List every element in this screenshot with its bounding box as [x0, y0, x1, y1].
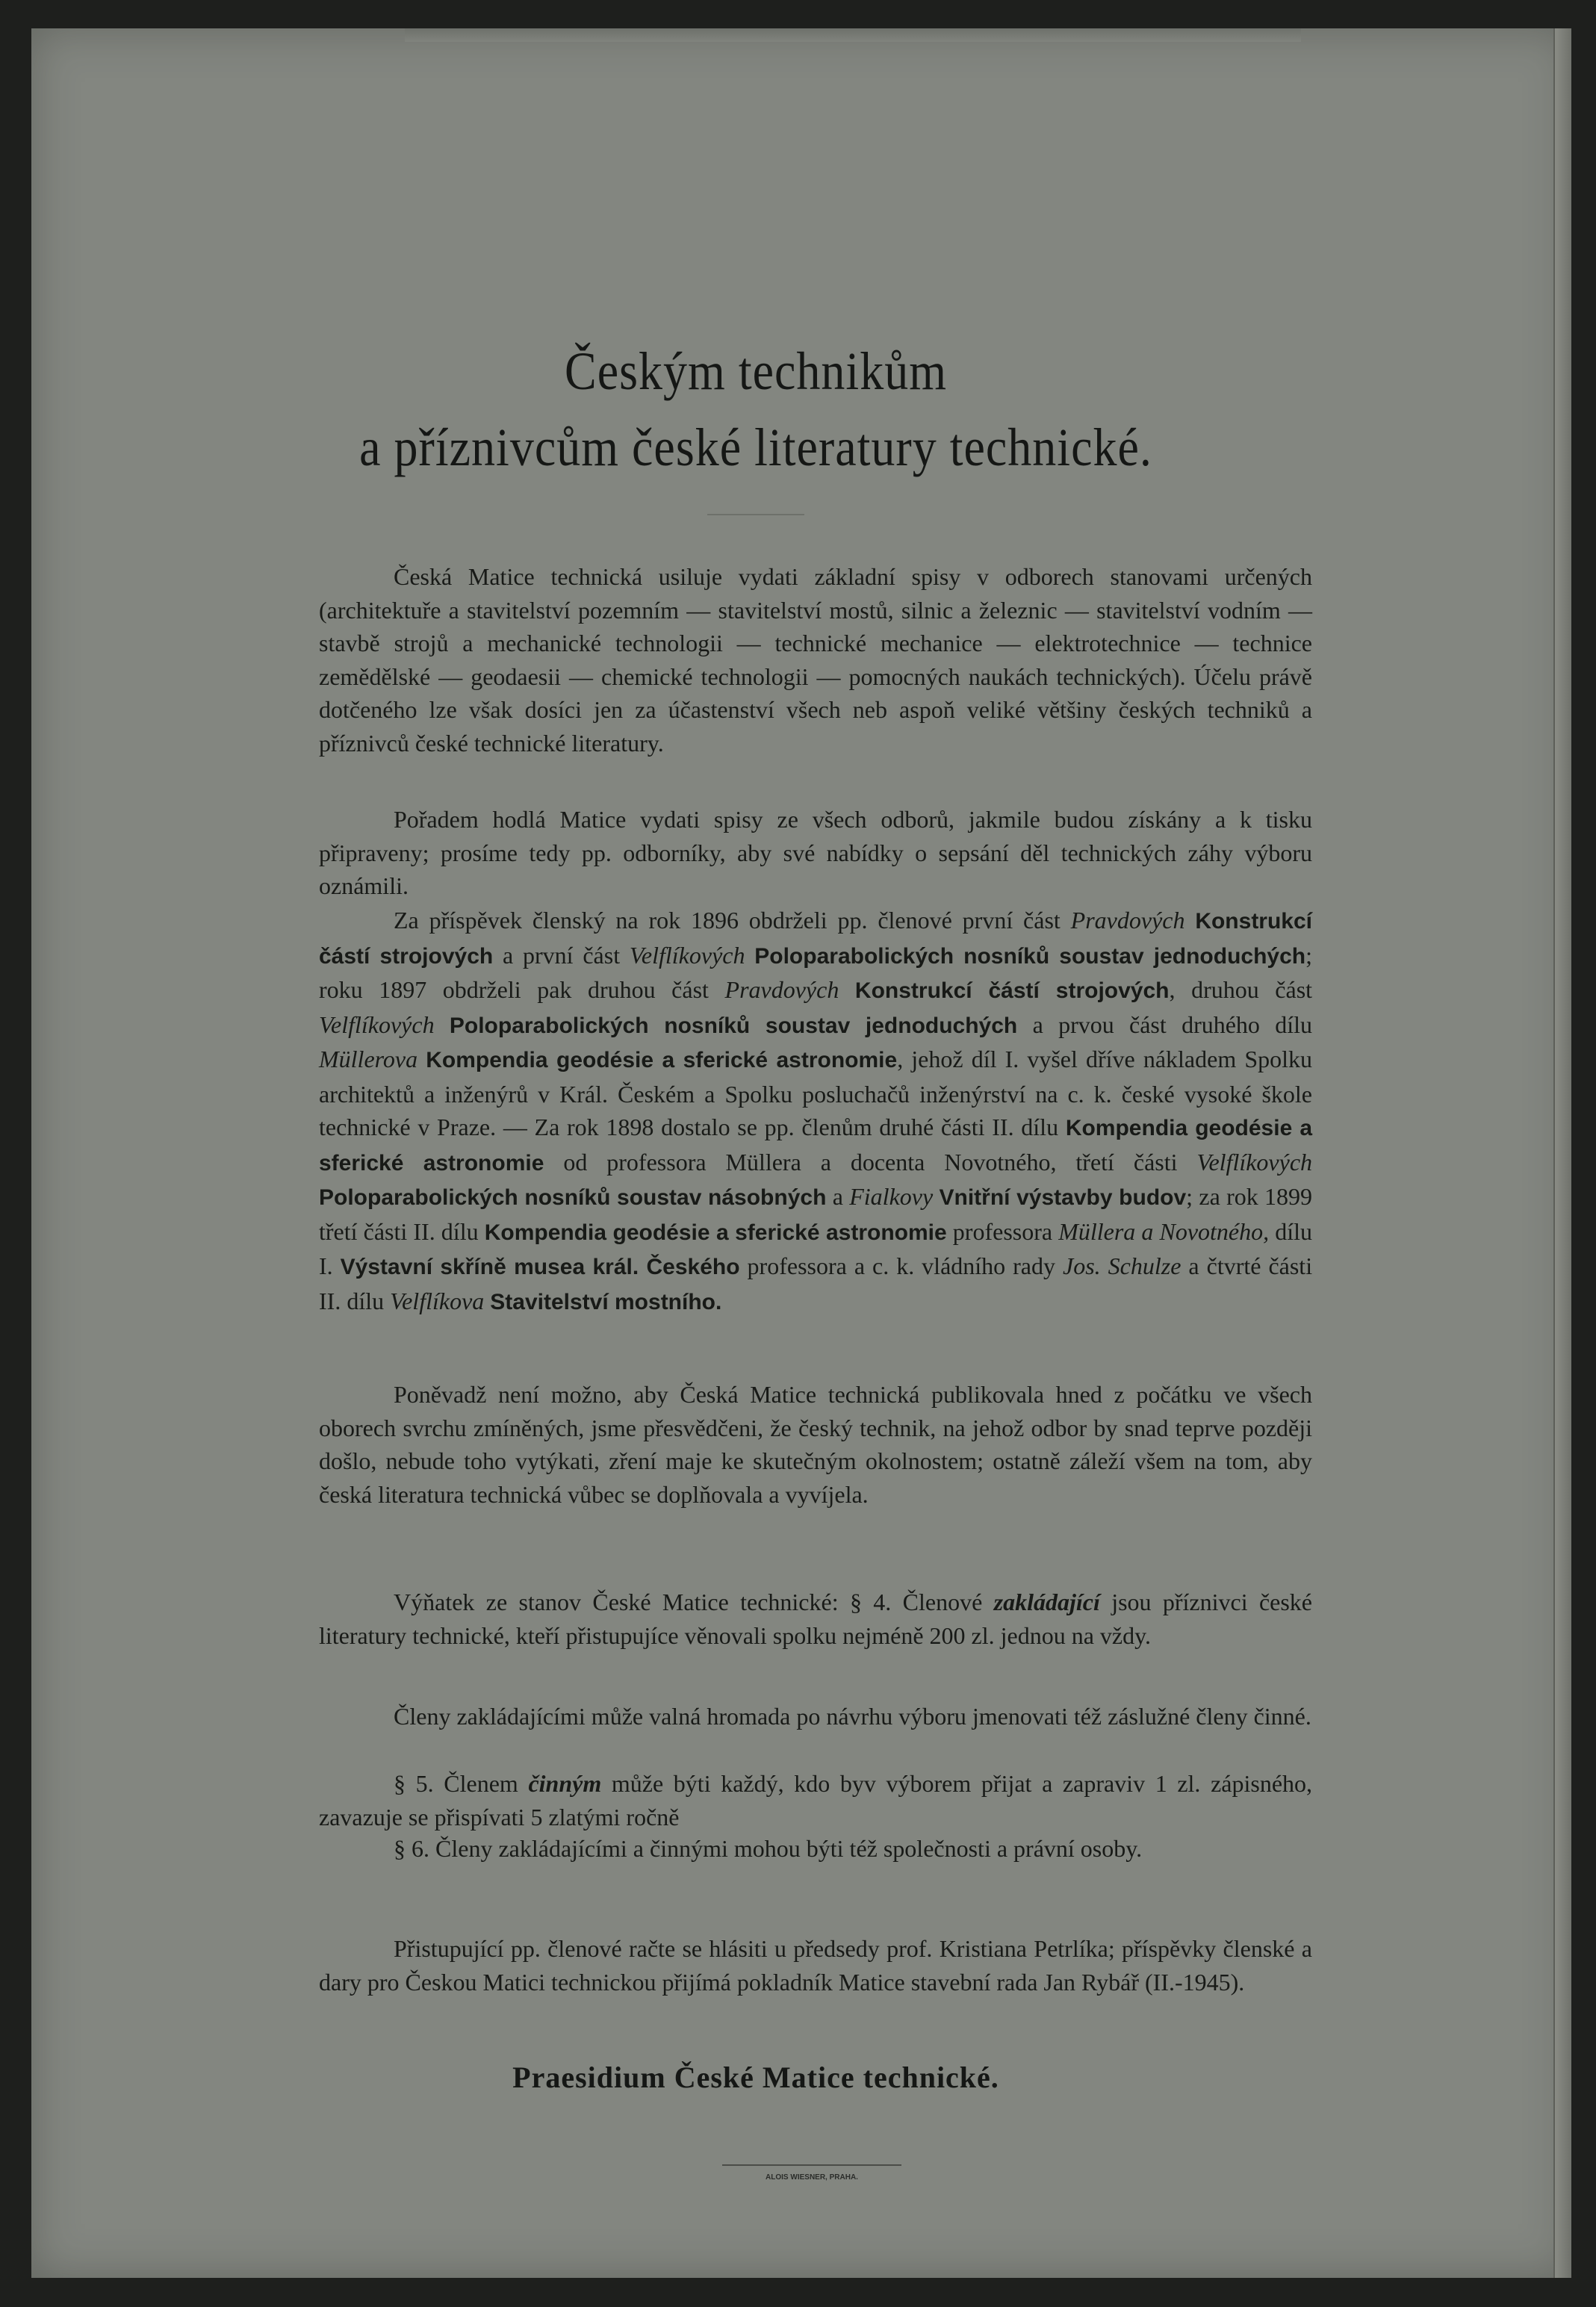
paragraph-founding-members: Členy zakládajícími může valná hromada po návrhu výboru jmenovati též záslužné členy činné.: [394, 1703, 1311, 1730]
paragraph-contact: Přistupující pp. členové račte se hlásiti u předsedy prof. Kristiana Petrlíka; příspěvky členské a dary pro Českou Matici technickou přijímá pokladník Matice stavební rada Jan Rybář (II.-1945).: [319, 1935, 1312, 1996]
imprint-divider: [722, 2164, 901, 2166]
title-line-1: Českým technikům: [565, 341, 947, 401]
book-spine-edge: [1553, 28, 1571, 2278]
paragraph-intro: Česká Matice technická usiluje vydati základní spisy v odborech stanovami určených (architektuře a stavitelství pozemním — stavitelství mostů, silnic a železnic — stavitelství vodním — stavbě strojů a mechanické technologii — technické mechanice — elektrotechnice — technice zemědělské — geodaesii — chemické technologii — pomocných naukách technických). Účelu právě dotčeného lze však dosíci jen za účastenství všech neb aspoň veliké většiny českých techniků a příznivců české technické literatury.: [319, 563, 1312, 757]
title-divider: [707, 514, 804, 515]
paragraph-scope: Poněvadž není možno, aby Česká Matice technická publikovala hned z počátku ve všech oborech svrchu zmíněných, jsme přesvědčeni, že český technik, na jehož odbor by snad teprve později došlo, nebude toho vytýkati, zření maje ke skutečným okolnostem; ostatně záleží všem na tom, aby česká literatura technická vůbec se doplňovala a vyvíjela.: [319, 1381, 1312, 1508]
paragraph-statute-5: § 5. Členem činným může býti každý, kdo byv výborem přijat a zapraviv 1 zl. zápisného, zavazuje se přispívati 5 zlatými ročně: [319, 1770, 1313, 1831]
document-page: [31, 28, 1571, 2278]
page-shadow: [405, 28, 1301, 42]
printer-imprint: ALOIS WIESNER, PRAHA.: [766, 2173, 858, 2182]
paragraph-order: Pořadem hodlá Matice vydati spisy ze všech odborů, jakmile budou získány a k tisku připraveny; prosíme tedy pp. odborníky, aby své nabídky o sepsání děl technických záhy výboru oznámili.: [319, 806, 1312, 899]
title-line-2: a příznivcům české literatury technické.: [359, 417, 1152, 477]
paragraph-publications: Za příspěvek členský na rok 1896 obdrželi pp. členové první část Pravdových Konstrukcí částí strojových a první část Velflíkových Poloparabolických nosníků soustav jednoduchých; roku 1897 obdrželi pak druhou část Pravdových Konstrukcí částí strojových, druhou část Velflíkových Poloparabolických nosníků soustav jednoduchých a prvou část druhého dílu Müllerova Kompendia geodésie a sferické astronomie, jehož díl I. vyšel dříve nákladem Spolku architektů a inženýrů v Král. Českém a Spolku posluchačů inženýrství na c. k. české vysoké škole technické v Praze. — Za rok 1898 dostalo se pp. členům druhé části II. dílu Kompendia geodésie a sferické astronomie od professora Müllera a docenta Novotného, třetí části Velflíkových Poloparabolických nosníků soustav násobných a Fialkovy Vnitřní výstavby budov; za rok 1899 třetí části II. dílu Kompendia geodésie a sferické astronomie professora Müllera a Novotného, dílu I. Výstavní skříně musea král. Českého professora a c. k. vládního rady Jos. Schulze a čtvrté části II. dílu Velflíkova Stavitelství mostního.: [319, 907, 1313, 1314]
paragraph-statute-4: Výňatek ze stanov České Matice technické: § 4. Členové zakládající jsou příznivci české literatury technické, kteří přistupujíce věnovali spolku nejméně 200 zl. jednou na vždy.: [319, 1589, 1313, 1649]
paragraph-statute-6: § 6. Členy zakládajícími a činnými mohou býti též společnosti a právní osoby.: [394, 1835, 1143, 1862]
signature: Praesidium České Matice technické.: [512, 2061, 999, 2094]
